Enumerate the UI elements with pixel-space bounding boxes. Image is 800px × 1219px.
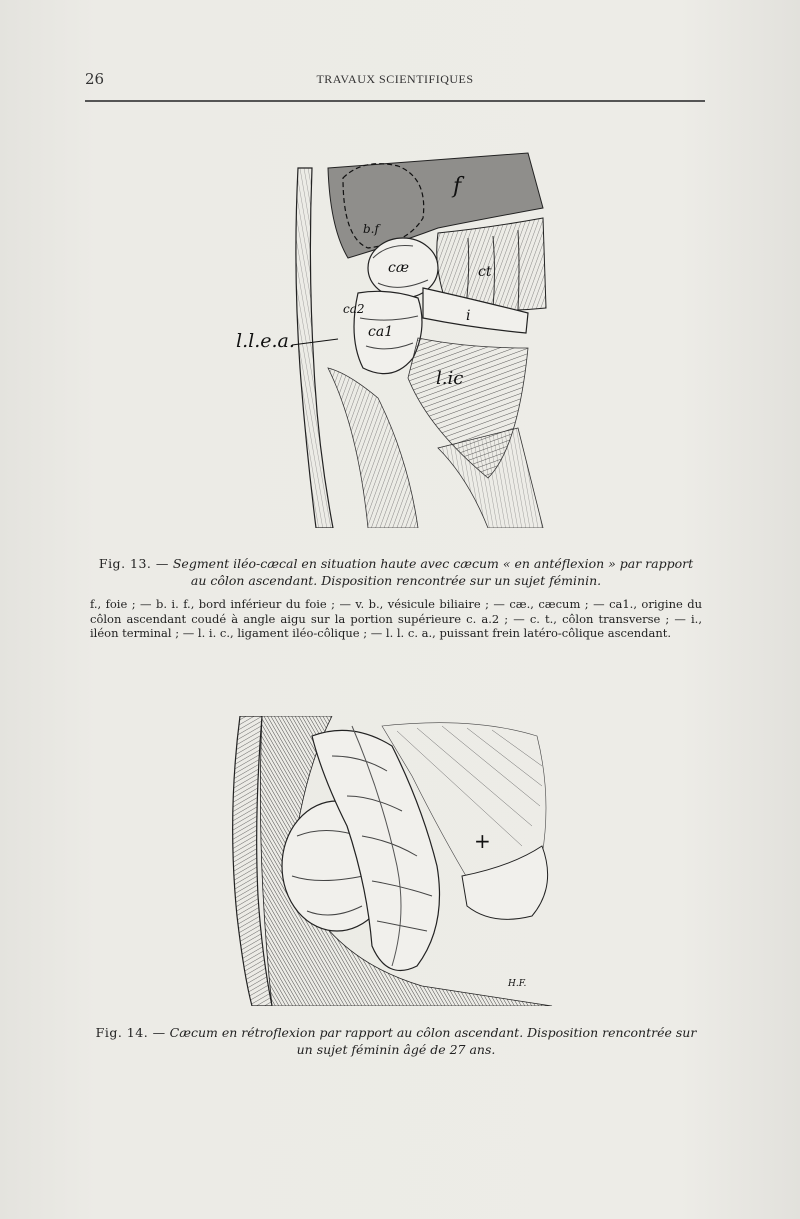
label-ct: ct (478, 264, 492, 280)
label-i: i (466, 308, 471, 324)
header-rule (85, 100, 705, 102)
figure-14-drawing (222, 716, 562, 1006)
figure-14-caption (90, 1024, 702, 1058)
figure-14-caption-label: Fig. 14. — (95, 1025, 166, 1040)
artist-signature: H.F. (508, 979, 527, 989)
label-ca1: ca1 (368, 324, 394, 340)
figure-14-caption-text: Cæcum en rétroflexion par rapport au côlon ascendant. Disposition rencontrée sur un sujet féminin âgé de 27 ans. (169, 1025, 697, 1057)
page-number: 26 (85, 70, 105, 88)
figure-13-caption (90, 555, 702, 589)
page-header (85, 70, 705, 90)
figure-13-legend: f., foie ; — b. i. f., bord inférieur du foie ; — v. b., vésicule biliaire ; — cæ., cæcum ; — ca1., origine du côlon ascendant coudé à angle aigu sur la portion supérieure c. a.2 ; — c. t., côlon transverse ; — i., iléon terminal ; — l. i. c., ligament iléo-côlique ; — l. l. c. a., puissant frein latéro-côlique ascendant. (90, 597, 702, 640)
label-ca2: ca2 (343, 302, 365, 316)
figure-13-side-label (230, 325, 340, 355)
label-plus: + (474, 829, 491, 853)
label-f: f (453, 174, 462, 199)
label-llea: l.l.e.a. (236, 330, 295, 352)
label-cae: cæ (388, 260, 409, 276)
label-lic: l.ic (436, 368, 464, 389)
running-title: TRAVAUX SCIENTIFIQUES (316, 72, 474, 86)
label-bf: b.f (363, 222, 379, 236)
figure-13-caption-text: Segment iléo-cæcal en situation haute avec cæcum « en antéflexion » par rapport au côlon ascendant. Disposition rencontrée sur un sujet féminin. (172, 556, 694, 588)
figure-14-illustration (222, 716, 562, 1006)
figure-13-caption-label: Fig. 13. — (98, 556, 169, 571)
